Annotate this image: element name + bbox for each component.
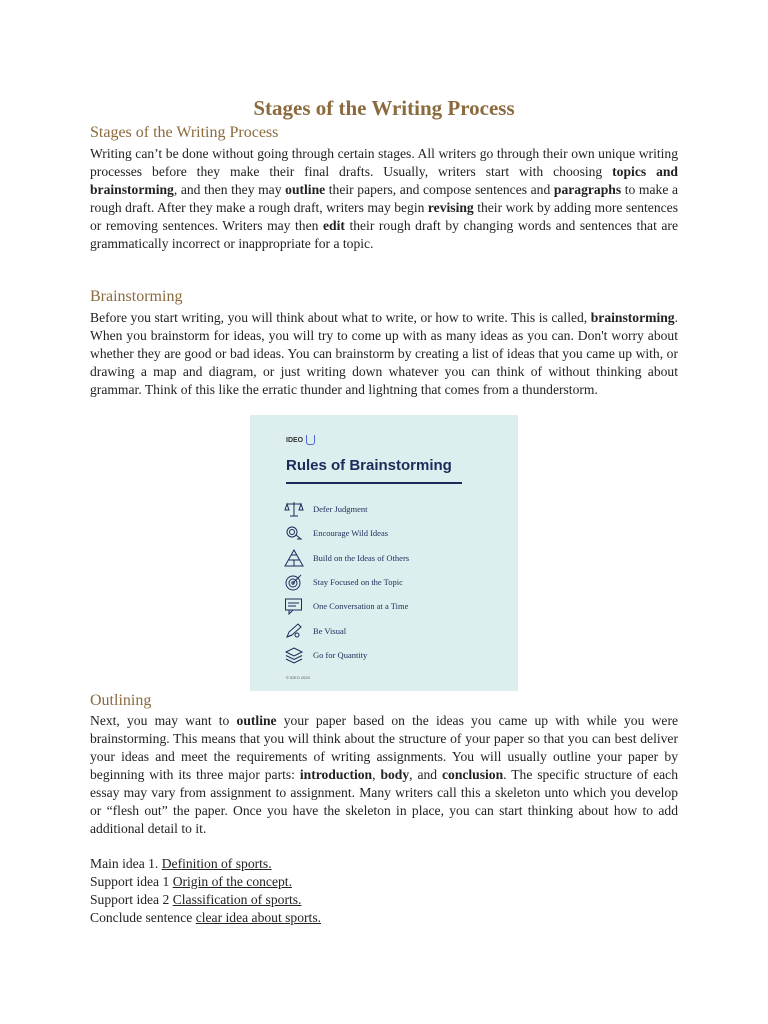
text-run: Before you start writing, you will think about what to write, or how to write. This is called, — [90, 310, 591, 325]
page-title: Stages of the Writing Process — [253, 96, 515, 120]
ideo-logo — [286, 435, 315, 445]
outline-item-label: Conclude sentence — [90, 910, 196, 925]
text-run: to make a rough draft. After they make a rough draft, writers may begin — [90, 182, 678, 215]
outline-item-value: Origin of the concept. — [172, 874, 292, 889]
outline-item-value: clear idea about sports. — [195, 910, 322, 925]
paragraph-stages — [90, 145, 678, 253]
paragraph-brainstorming — [90, 309, 678, 399]
figure-copyright: © IDEO 2020 — [286, 675, 310, 680]
rule-label: Defer Judgment — [313, 504, 368, 515]
title-underline — [286, 482, 462, 484]
section-heading-outlining: Outlining — [90, 692, 152, 709]
section-heading-brainstorming: Brainstorming — [90, 288, 183, 305]
text-run: , — [372, 767, 381, 782]
pyramid-icon — [284, 549, 304, 567]
outline-item-label: Support idea 2 — [90, 892, 173, 907]
rules-list — [284, 497, 504, 667]
text-run: , and then they may — [173, 182, 286, 197]
text-run: their rough draft by changing words and sentences that are grammatically incorrect or inappropriate for a topic. — [90, 218, 678, 251]
outline-item-label: Main idea 1. — [90, 856, 162, 871]
bold-term: edit — [322, 218, 345, 233]
bold-term: outline — [236, 713, 277, 728]
bold-term: outline — [285, 182, 326, 197]
bold-term: brainstorming — [590, 310, 675, 325]
target-icon — [284, 573, 304, 591]
text-run: Writing can’t be done without going through certain stages. All writers go through their own unique writing processes before they make their final drafts. Usually, writers start with choosing — [90, 146, 678, 179]
text-run: Next, you may want to — [90, 713, 237, 728]
outline-item-label: Support idea 1 — [90, 874, 173, 889]
bold-term: introduction — [299, 767, 373, 782]
brainstorming-rules-figure — [250, 415, 518, 691]
bold-term: topics and brainstorming — [90, 164, 678, 197]
outline-item — [90, 855, 272, 872]
outline-item — [90, 891, 301, 908]
paragraph-outlining — [90, 712, 678, 838]
outline-item-value: Definition of sports. — [161, 856, 272, 871]
outline-item-value: Classification of sports. — [172, 892, 302, 907]
rule-label: Be Visual — [313, 625, 347, 636]
bold-term: body — [380, 767, 410, 782]
bold-term: paragraphs — [553, 182, 622, 197]
outline-item — [90, 909, 321, 926]
rule-item — [284, 570, 504, 594]
scale-icon — [284, 500, 304, 518]
rule-label: Build on the Ideas of Others — [313, 552, 410, 563]
text-run: your paper based on the ideas you came up with while you were brainstorming. This means that you will think about the structure of your paper so that you can best deliver your ideas and meet the requirements of writing assignments. You will usually outline your paper by beginning with its three major parts: — [90, 713, 678, 782]
outline-item — [90, 873, 292, 890]
rule-item — [284, 618, 504, 642]
rule-label: Stay Focused on the Topic — [313, 577, 403, 588]
figure-title: Rules of Brainstorming — [286, 457, 452, 474]
rule-item — [284, 546, 504, 570]
rule-item — [284, 594, 504, 618]
bold-term: conclusion — [441, 767, 504, 782]
speech-bubble-icon — [284, 597, 304, 615]
logo-text: IDEO — [286, 436, 304, 444]
rule-label: Go for Quantity — [313, 649, 368, 660]
section-heading-stages: Stages of the Writing Process — [90, 124, 279, 141]
rule-label: One Conversation at a Time — [313, 601, 409, 612]
pencil-icon — [284, 622, 304, 640]
layers-icon — [284, 646, 304, 664]
lion-icon — [284, 524, 304, 542]
rule-item — [284, 521, 504, 545]
rule-item — [284, 497, 504, 521]
text-run: , and — [409, 767, 442, 782]
text-run: . The specific structure of each essay may vary from assignment to assignment. Many writers call this a skeleton unto which you develop or “flesh out” the paper. Once you have the skeleton in place, you can start thinking about how to add additional detail to it. — [90, 767, 679, 836]
u-logo-icon — [306, 435, 315, 445]
bold-term: revising — [427, 200, 474, 215]
rule-item — [284, 643, 504, 667]
text-run: . When you brainstorm for ideas, you will try to come up with as many ideas as you can. Don't worry about whether they are good or bad ideas. You can brainstorm by creating a list of ideas that you came up with, or drawing a map and diagram, or just writing down whatever you can think of without thinking about grammar. Think of this like the erratic thunder and lightning that comes from a thunderstorm. — [90, 310, 678, 397]
rule-label: Encourage Wild Ideas — [313, 528, 389, 539]
text-run: their work by adding more sentences or removing sentences. Writers may then — [90, 200, 678, 233]
text-run: their papers, and compose sentences and — [325, 182, 554, 197]
